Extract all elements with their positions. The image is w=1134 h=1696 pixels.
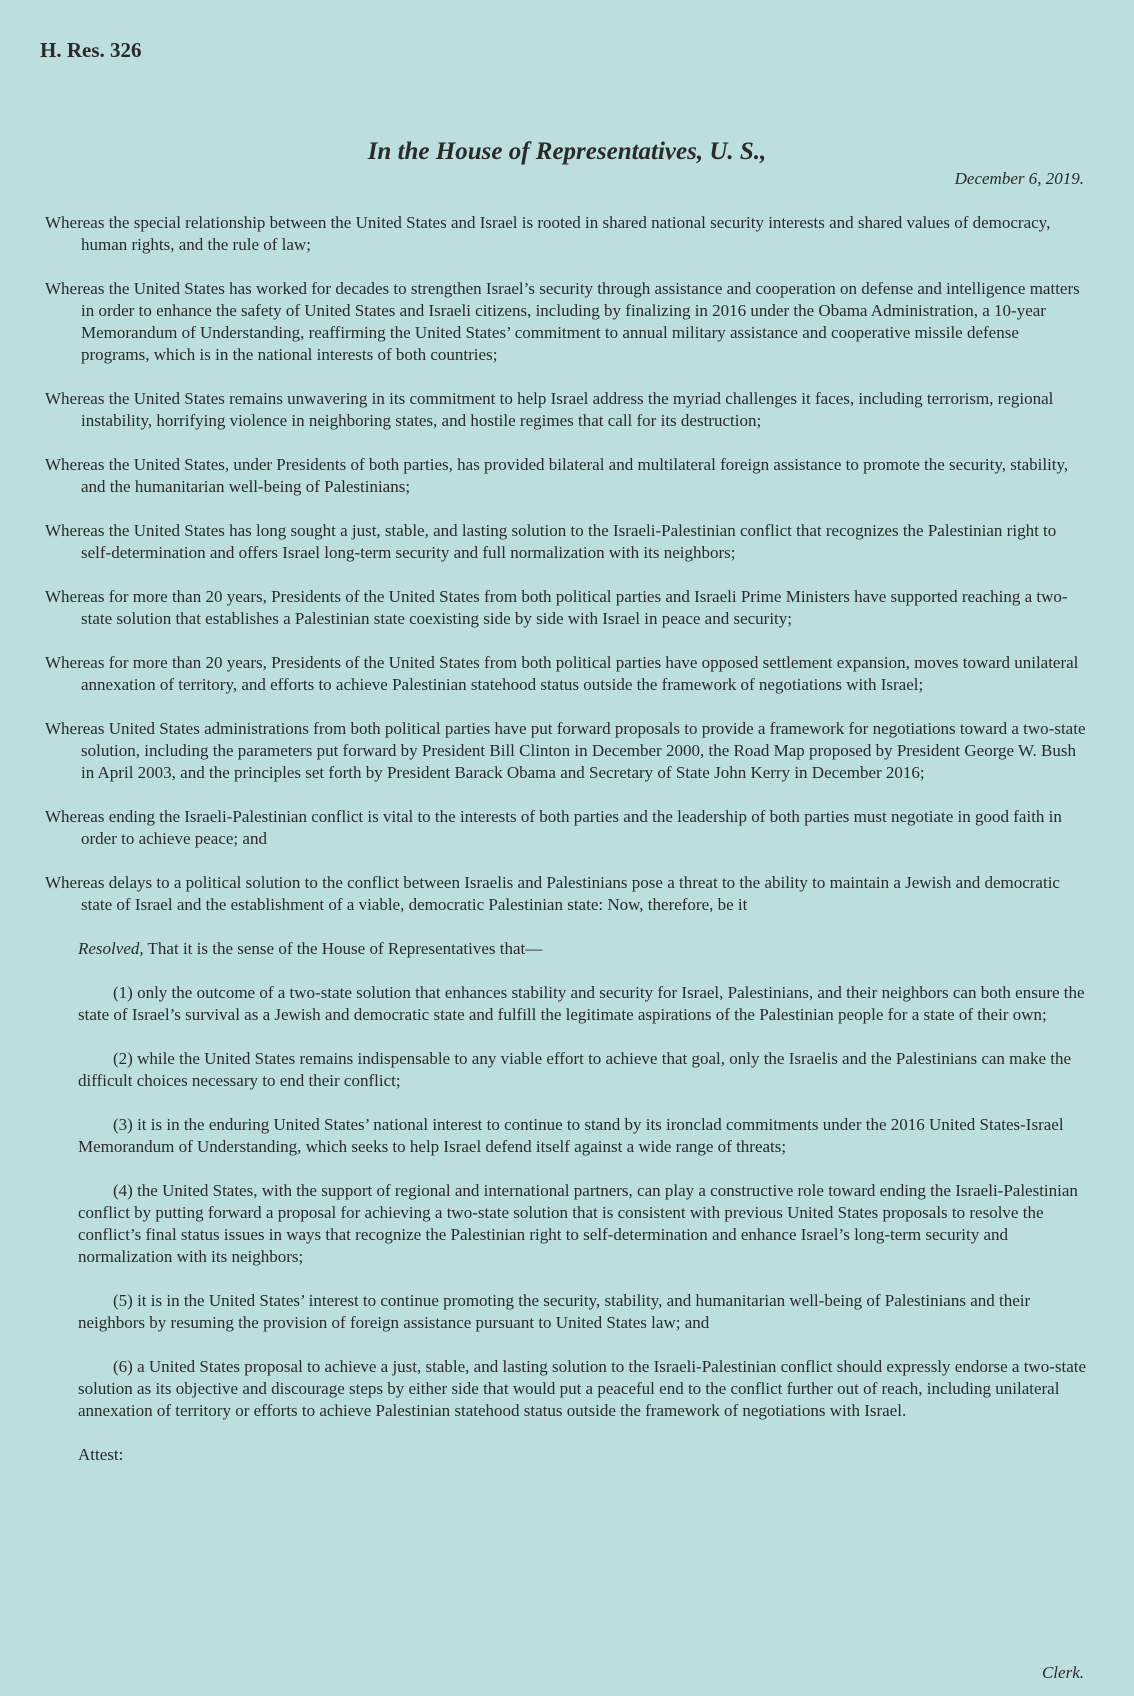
- resolution-clause: (6) a United States proposal to achieve a just, stable, and lasting solution to the Israeli-Palestinian conflict should expressly endorse a two-state solution as its objective and discourage steps by either side that would put a peaceful end to the conflict further out of reach, including unilateral annexation of territory or efforts to achieve Palestinian statehood status outside the framework of negotiations with Israel.: [78, 1357, 1087, 1420]
- whereas-clause: Whereas the special relationship between the United States and Israel is rooted in shared national security interests and shared values of democracy, human rights, and the rule of law;: [45, 213, 1051, 254]
- whereas-clause: Whereas the United States has worked for decades to strengthen Israel’s security through assistance and cooperation on defense and intelligence matters in order to enhance the safety of United States and Israeli citizens, including by finalizing in 2016 under the Obama Administration, a 10-year Memorandum of Understanding, reaffirming the United States’ commitment to annual military assistance and cooperative missile defense programs, which is in the national interests of both countries;: [45, 279, 1080, 364]
- resolved-word: Resolved,: [78, 939, 144, 958]
- resolution-clause: (2) while the United States remains indispensable to any viable effort to achieve that goal, only the Israelis and the Palestinians can make the difficult choices necessary to end their conflict;: [78, 1049, 1072, 1090]
- whereas-clause: Whereas for more than 20 years, Presidents of the United States from both political parties and Israeli Prime Ministers have supported reaching a two-state solution that establishes a Palestinian state coexisting side by side with Israel in peace and security;: [45, 587, 1068, 628]
- resolution-clause: (4) the United States, with the support of regional and international partners, can play a constructive role toward ending the Israeli-Palestinian conflict by putting forward a proposal for achieving a two-state solution that is consistent with previous United States proposals to resolve the conflict’s final status issues in ways that recognize the Palestinian right to self-determination and enhance Israel’s long-term security and normalization with its neighbors;: [78, 1181, 1078, 1266]
- whereas-clause: Whereas for more than 20 years, Presidents of the United States from both political parties have opposed settlement expansion, moves toward unilateral annexation of territory, and efforts to achieve Palestinian statehood status outside the framework of negotiations with Israel;: [45, 653, 1079, 694]
- whereas-clause: Whereas delays to a political solution to the conflict between Israelis and Palestinians pose a threat to the ability to maintain a Jewish and democratic state of Israel and the establishment of a viable, democratic Palestinian state: Now, therefore, be it: [45, 873, 1060, 914]
- resolved-text: That it is the sense of the House of Representatives that—: [143, 939, 543, 958]
- whereas-clause: Whereas ending the Israeli-Palestinian conflict is vital to the interests of both parties and the leadership of both parties must negotiate in good faith in order to achieve peace; and: [45, 807, 1062, 848]
- resolution-date: December 6, 2019.: [954, 169, 1084, 188]
- whereas-clause: Whereas the United States remains unwavering in its commitment to help Israel address the myriad challenges it faces, including terrorism, regional instability, horrifying violence in neighboring states, and hostile regimes that call for its destruction;: [45, 389, 1054, 430]
- resolution-clause: (5) it is in the United States’ interest to continue promoting the security, stability, and humanitarian well-being of Palestinians and their neighbors by resuming the provision of foreign assistance pursuant to United States law; and: [78, 1291, 1031, 1332]
- resolution-clause: (3) it is in the enduring United States’ national interest to continue to stand by its ironclad commitments under the 2016 United States-Israel Memorandum of Understanding, which seeks to help Israel defend itself against a wide range of threats;: [78, 1115, 1064, 1156]
- resolution-body: [45, 212, 1090, 1466]
- whereas-clause: Whereas the United States has long sought a just, stable, and lasting solution to the Israeli-Palestinian conflict that recognizes the Palestinian right to self-determination and offers Israel long-term security and full normalization with its neighbors;: [45, 521, 1057, 562]
- attest-label: Attest:: [78, 1445, 124, 1464]
- whereas-clause: Whereas United States administrations from both political parties have put forward proposals to provide a framework for negotiations toward a two-state solution, including the parameters put forward by President Bill Clinton in December 2000, the Road Map proposed by President George W. Bush in April 2003, and the principles set forth by President Barack Obama and Secretary of State John Kerry in December 2016;: [45, 719, 1086, 782]
- whereas-clause: Whereas the United States, under Presidents of both parties, has provided bilateral and multilateral foreign assistance to promote the security, stability, and the humanitarian well-being of Palestinians;: [45, 455, 1069, 496]
- resolution-clause: (1) only the outcome of a two-state solution that enhances stability and security for Israel, Palestinians, and their neighbors can both ensure the state of Israel’s survival as a Jewish and democratic state and fulfill the legitimate aspirations of the Palestinian people for a state of their own;: [78, 983, 1085, 1024]
- bill-number: H. Res. 326: [40, 38, 142, 62]
- resolved-clause: [78, 938, 1090, 960]
- chamber-heading: In the House of Representatives, U. S.,: [367, 138, 767, 165]
- clerk-signature-label: Clerk.: [1041, 1663, 1084, 1682]
